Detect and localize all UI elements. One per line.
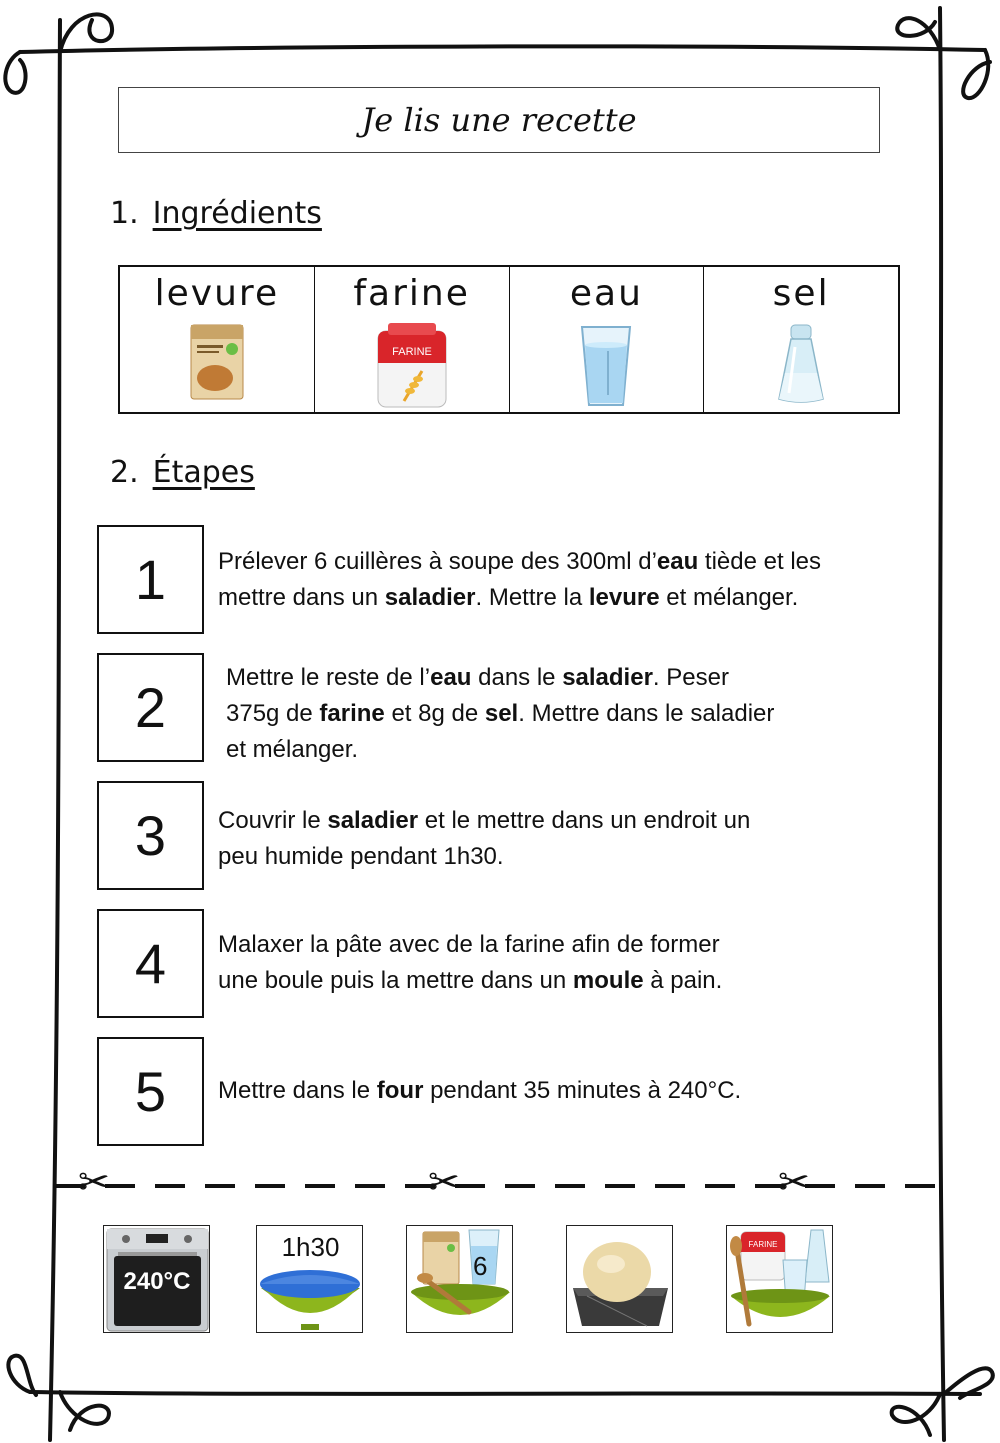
step-text-run: Prélever 6 cuillères à soupe des 300ml d’	[218, 548, 657, 575]
step-keyword: sel	[484, 700, 519, 727]
step-keyword: eau	[656, 548, 699, 575]
step-text-run: peu humide pendant 1h30.	[218, 843, 504, 870]
steps-heading	[110, 455, 255, 490]
step-text-run: une boule puis la mettre dans un	[218, 967, 573, 994]
ingredient-cell-levure	[120, 267, 315, 412]
step-number-box: 1	[97, 525, 204, 634]
oven-card[interactable]	[103, 1225, 210, 1333]
step-keyword: saladier	[562, 664, 653, 691]
step-keyword: levure	[588, 584, 660, 611]
step-text-run: Couvrir le	[218, 807, 328, 834]
spoon-count: 6	[473, 1251, 488, 1281]
step-text-run: et le mettre dans un endroit un	[418, 807, 751, 834]
step-text-run: mettre dans un	[218, 584, 385, 611]
step-text-run: et mélanger.	[659, 584, 799, 611]
water-glass-icon	[580, 323, 632, 409]
step-number-box: 5	[97, 1037, 204, 1146]
yeast-packet-icon	[187, 323, 247, 401]
yeast-water-bowl-card[interactable]	[406, 1225, 513, 1333]
salt-shaker-icon	[775, 323, 827, 405]
step-text-run: pendant 35 minutes à 240°C.	[423, 1077, 742, 1104]
step-text-run: Mettre dans le	[218, 1077, 377, 1104]
step-text-run: Mettre le reste de l’	[226, 664, 431, 691]
step-text	[218, 544, 821, 616]
scissors-icon: ✂	[428, 1160, 460, 1204]
step-text-run: . Mettre la	[475, 584, 589, 611]
step-keyword: four	[376, 1077, 424, 1104]
oven-temperature: 240°C	[123, 1268, 191, 1295]
step-keyword: eau	[430, 664, 472, 691]
bread-pan-card[interactable]	[566, 1225, 673, 1333]
step-text	[218, 803, 750, 875]
step-text-run: et mélanger.	[226, 736, 359, 763]
step-number-box: 4	[97, 909, 204, 1018]
scissors-icon: ✂	[778, 1160, 810, 1204]
step-text	[218, 1073, 741, 1109]
step-text-run: . Mettre dans le saladier	[518, 700, 775, 727]
ingredient-cell-farine	[315, 267, 510, 412]
step-text-run: et 8g de	[384, 700, 485, 727]
flour-salt-bowl-card[interactable]	[726, 1225, 833, 1333]
ingredient-label: levure	[154, 273, 280, 314]
bowl-yeast-water-icon	[407, 1226, 513, 1333]
ingredients-table	[118, 265, 900, 414]
step-text-run: . Peser	[652, 664, 729, 691]
step-text	[226, 660, 774, 768]
ingredients-heading	[110, 196, 322, 231]
step-number-box: 3	[97, 781, 204, 890]
step-text	[218, 927, 722, 999]
step-text-run: dans le	[471, 664, 563, 691]
ingredient-label: sel	[772, 273, 830, 314]
ingredient-cell-sel	[704, 267, 898, 412]
step-keyword: saladier	[327, 807, 419, 834]
step-number-box: 2	[97, 653, 204, 762]
ingredient-label: eau	[569, 273, 643, 314]
section-title: Étapes	[152, 455, 255, 490]
ingredient-label: farine	[353, 273, 470, 314]
resting-time: 1h30	[281, 1232, 340, 1262]
ingredient-cell-eau	[510, 267, 705, 412]
step-text-run: tiède et les	[698, 548, 822, 575]
flour-package-text: FARINE	[391, 346, 432, 358]
bread-loaf-pan-icon	[567, 1226, 673, 1333]
step-keyword: moule	[572, 967, 644, 994]
bowl-flour-salt-water-icon	[727, 1226, 833, 1333]
step-text-run: à pain.	[643, 967, 723, 994]
step-keyword: farine	[319, 700, 385, 727]
step-keyword: saladier	[384, 584, 476, 611]
scissors-icon: ✂	[78, 1160, 110, 1204]
section-number: 2.	[110, 455, 139, 490]
step-text-run: 375g de	[226, 700, 320, 727]
covered-bowl-card[interactable]	[256, 1225, 363, 1333]
flour-bag-icon	[374, 323, 450, 409]
flour-package-text: FARINE	[748, 1240, 778, 1249]
section-number: 1.	[110, 196, 139, 231]
step-text-run: Malaxer la pâte avec de la farine afin de former	[218, 931, 720, 958]
page-title: Je lis une recette	[118, 87, 880, 153]
section-title: Ingrédients	[152, 196, 322, 231]
